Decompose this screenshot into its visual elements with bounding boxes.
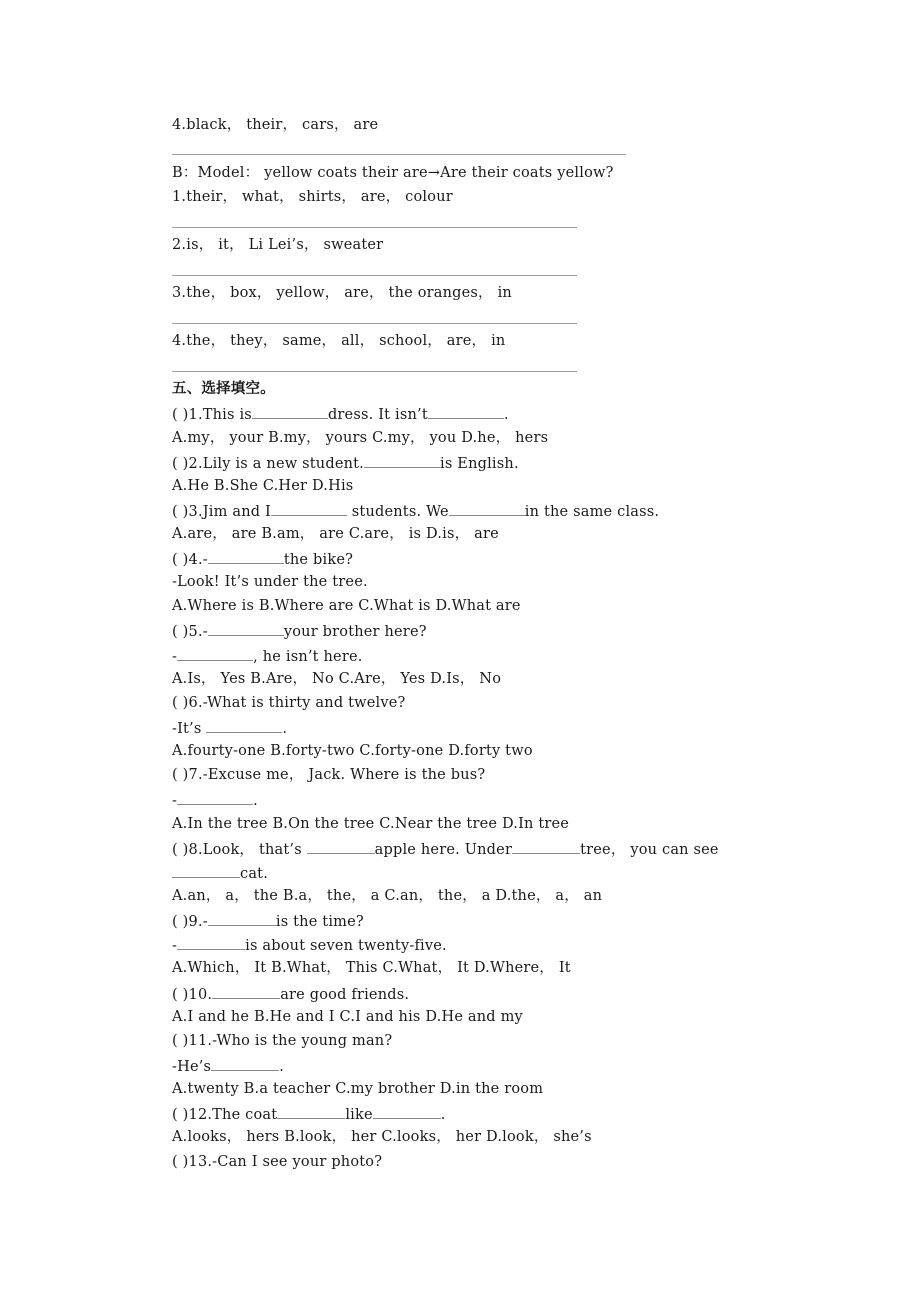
fill-blank[interactable] (512, 839, 580, 854)
fill-blank[interactable] (307, 839, 375, 854)
stem-text: - (172, 793, 178, 809)
question-1-stem (172, 404, 509, 424)
question-3-options: A.are， are B.am， are C.are， is D.is， are (172, 526, 499, 542)
fill-blank[interactable] (449, 501, 525, 516)
question-11-reply (172, 1056, 284, 1076)
stem-text: ( )12.The coat (172, 1107, 278, 1123)
question-8-stem (172, 839, 719, 859)
question-2-stem (172, 453, 519, 473)
stem-text: the bike? (283, 552, 354, 568)
stem-text: like (345, 1107, 373, 1123)
fill-blank[interactable] (428, 404, 504, 419)
answer-line[interactable] (172, 154, 626, 155)
answer-line[interactable] (172, 227, 577, 228)
fill-blank[interactable] (364, 453, 440, 468)
fill-blank[interactable] (212, 984, 280, 999)
stem-text: tree， you can see (580, 842, 719, 858)
stem-text: ( )2.Lily is a new student. (172, 456, 364, 472)
question-11-stem: ( )11.-Who is the young man? (172, 1033, 393, 1049)
stem-text: . (282, 721, 288, 737)
stem-text: apple here. Under (374, 842, 513, 858)
section-heading: 五、选择填空。 (172, 381, 275, 397)
stem-text: are good friends. (280, 987, 410, 1003)
section-b-model: B：Model： yellow coats their are→Are their coats yellow? (172, 165, 614, 181)
stem-text: ( )3.Jim and I (172, 504, 271, 520)
reorder-item-b4: 4.the， they， same， all， school， are， in (172, 333, 506, 349)
stem-text: in the same class. (524, 504, 660, 520)
question-9-options: A.Which， It B.What， This C.What， It D.Where， It (172, 960, 571, 976)
stem-text: - (172, 938, 178, 954)
stem-text: ( )8.Look， that’s (172, 842, 307, 858)
stem-text: is about seven twenty-five. (245, 938, 447, 954)
stem-text: -It’s (172, 721, 207, 737)
question-12-options: A.looks， hers B.look， her C.looks， her D.look， she’s (172, 1129, 592, 1145)
fill-blank[interactable] (177, 935, 245, 950)
stem-text: is the time? (275, 914, 364, 930)
question-4-options: A.Where is B.Where are C.What is D.What are (172, 598, 521, 614)
question-4-stem (172, 549, 353, 569)
stem-text: students. We (346, 504, 449, 520)
fill-blank[interactable] (373, 1104, 441, 1119)
stem-text: ( )4.- (172, 552, 208, 568)
fill-blank[interactable] (177, 646, 253, 661)
reorder-item-b1: 1.their， what， shirts， are， colour (172, 189, 453, 205)
question-7-stem: ( )7.-Excuse me， Jack. Where is the bus? (172, 767, 486, 783)
stem-text: , he isn’t here. (253, 649, 363, 665)
answer-line[interactable] (172, 323, 577, 324)
fill-blank[interactable] (208, 621, 284, 636)
question-5-options: A.Is， Yes B.Are， No C.Are， Yes D.Is， No (172, 671, 502, 687)
question-13-stem: ( )13.-Can I see your photo? (172, 1154, 383, 1170)
question-11-options: A.twenty B.a teacher C.my brother D.in the room (172, 1081, 544, 1097)
stem-text: dress. It isn’t (327, 407, 428, 423)
question-9-reply (172, 935, 447, 955)
question-9-stem (172, 911, 364, 931)
fill-blank[interactable] (211, 1056, 279, 1071)
stem-text: -He’s (172, 1059, 212, 1075)
reorder-item-a4: 4.black， their， cars， are (172, 117, 379, 133)
answer-line[interactable] (172, 371, 577, 372)
fill-blank[interactable] (172, 863, 240, 878)
stem-text: . (503, 407, 509, 423)
stem-text: ( )5.- (172, 624, 208, 640)
question-2-options: A.He B.She C.Her D.His (172, 478, 354, 494)
reorder-item-b3: 3.the， box， yellow， are， the oranges， in (172, 285, 512, 301)
question-6-options: A.fourty-one B.forty-two C.forty-one D.forty two (172, 743, 533, 759)
fill-blank[interactable] (208, 911, 276, 926)
question-5-reply (172, 646, 363, 666)
fill-blank[interactable] (277, 1104, 345, 1119)
reorder-item-b2: 2.is， it， Li Lei’s， sweater (172, 237, 384, 253)
question-6-stem: ( )6.-What is thirty and twelve? (172, 695, 406, 711)
question-12-stem (172, 1104, 446, 1124)
question-7-options: A.In the tree B.On the tree C.Near the tree D.In tree (172, 816, 570, 832)
fill-blank[interactable] (271, 501, 347, 516)
question-5-stem (172, 621, 427, 641)
stem-text: ( )9.- (172, 914, 208, 930)
stem-text: - (172, 649, 178, 665)
question-6-reply (172, 718, 287, 738)
stem-text: . (253, 793, 258, 809)
fill-blank[interactable] (177, 790, 253, 805)
stem-text: ( )10. (172, 987, 213, 1003)
stem-text: your brother here? (283, 624, 427, 640)
stem-text: cat. (240, 866, 269, 882)
answer-line[interactable] (172, 275, 577, 276)
question-3-stem (172, 501, 659, 521)
question-10-options: A.I and he B.He and I C.I and his D.He and my (172, 1009, 523, 1025)
fill-blank[interactable] (208, 549, 284, 564)
question-7-reply (172, 790, 258, 810)
fill-blank[interactable] (252, 404, 328, 419)
stem-text: . (279, 1059, 284, 1075)
stem-text: is English. (440, 456, 519, 472)
question-1-options: A.my， your B.my， yours C.my， you D.he， hers (172, 430, 549, 446)
question-4-reply: -Look! It’s under the tree. (172, 574, 368, 590)
question-8-stem-continued (172, 863, 268, 883)
question-8-options: A.an， a， the B.a， the， a C.an， the， a D.the， a， an (172, 888, 603, 904)
stem-text: ( )1.This is (172, 407, 252, 423)
stem-text: . (440, 1107, 446, 1123)
question-10-stem (172, 984, 409, 1004)
fill-blank[interactable] (206, 718, 282, 733)
